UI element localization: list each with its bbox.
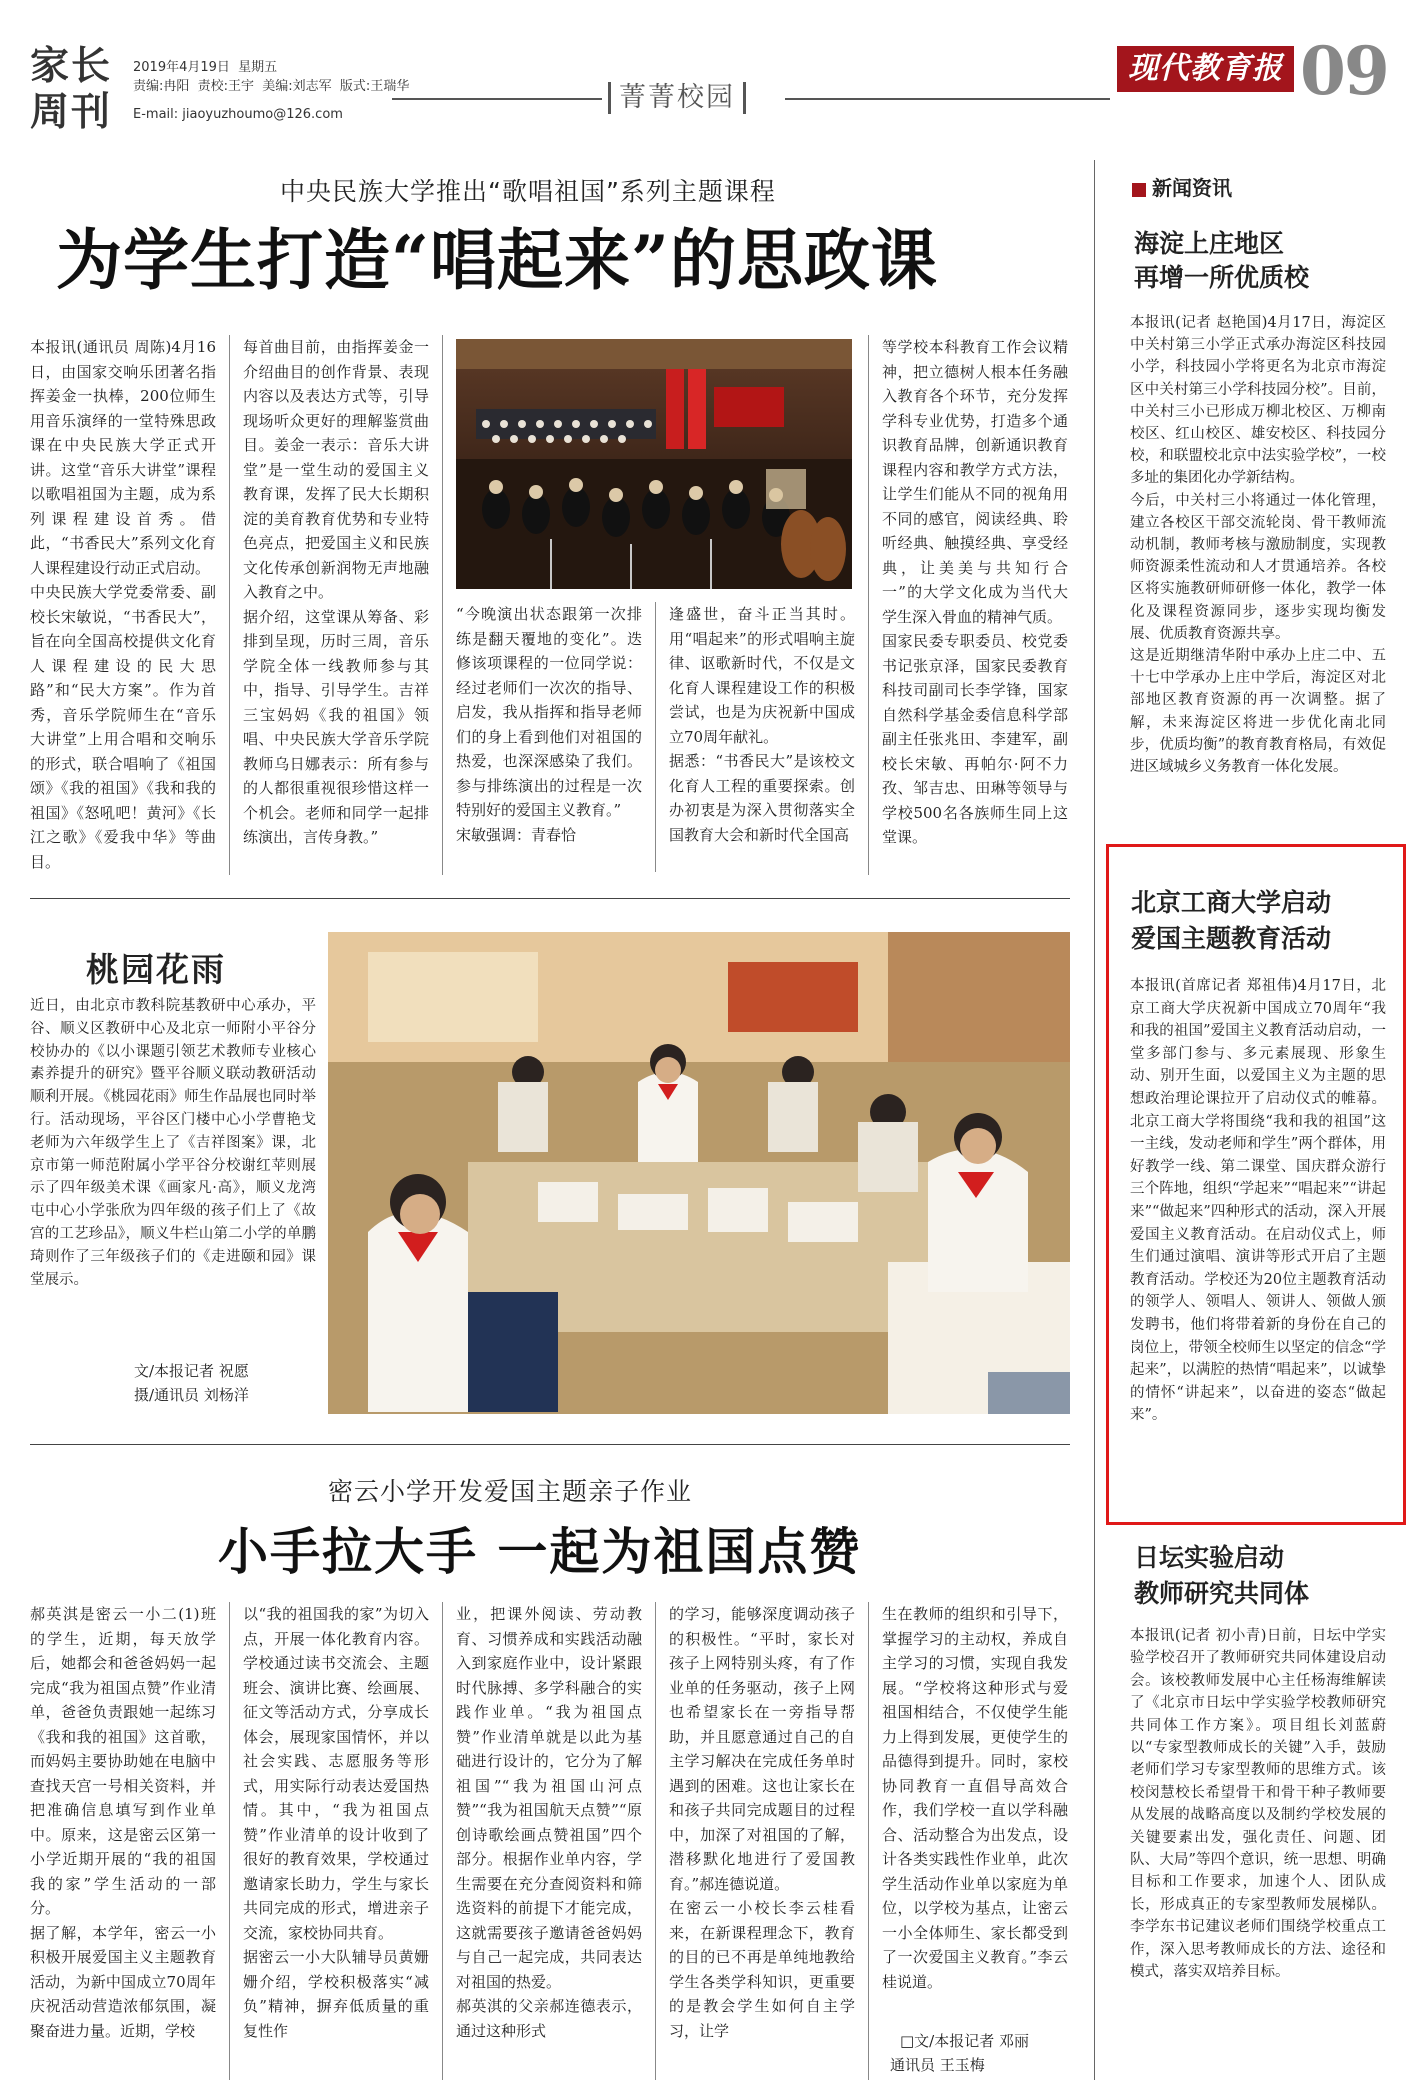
story3-title-line-2: 教师研究共同体 bbox=[1134, 1579, 1310, 1608]
miyun-credit-2: 通讯员 王玉梅 bbox=[890, 2056, 985, 2074]
lead-col-4: 逢盛世，奋斗正当其时。用“唱起来”的形式唱响主旋律、讴歌新时代，不仅是文化育人课程建设工作的积极尝试，也是为庆祝新中国成立70周年献礼。 据悉：“书香民大”是该校文化育人工程的重要探索。创办初衷是为深入贯彻落实全国教育大会和新时代全国高 bbox=[669, 605, 855, 844]
miyun-col-4: 的学习，能够深度调动孩子的积极性。“平时，家长对孩子上网特别头疼，有了作业单的任务驱动，孩子上网也希望家长在一旁指导帮助，并且愿意通过自己的自主学习解决在完成任务单时遇到的困难。这也让家长在和孩子共同完成题目的过程中，加深了对祖国的了解，潜移默化地进行了爱国教育。”郝连德说道。 在密云一小校长李云桂看来，在新课程理念下，教育的目的已不再是单纯地教给学生各类学科知识，更重要的是教会学生如何自主学习，让学 bbox=[669, 1605, 855, 2040]
lead-bottom-rule bbox=[30, 898, 1070, 899]
miyun-col-5: 生在教师的组织和引导下，掌握学习的主动权，养成自主学习的习惯，实现自我发展。“学校将这种形式与爱祖国相结合，不仅使学生能力上得到发展，更使学生的品德得到提升。同时，家校协同教育一直倡导高效合作，我们学校一直以学科融合、活动整合为出发点，设计各类实践性作业单，此次学生活动作业单以家庭为单位，以学校为基点，让密云一小全体师生、家长都受到了一次爱国主义教育。”李云桂说道。 bbox=[882, 1605, 1068, 1991]
col-divider bbox=[655, 602, 656, 872]
peach-body: 近日，由北京市教科院基教研中心承办，平谷、顺义区教研中心及北京一师附小平谷分校协办的《以小课题引领艺术教师专业核心素养提升的研究》暨平谷顺义联动教研活动顺利开展。《桃园花雨》师生作品展也同时举行。活动现场，平谷区门楼中心小学曹艳戈老师为六年级学生上了《吉祥图案》课，北京市第一师范附属小学平谷分校谢红苹则展示了四年级美术课《画家凡·高》，顺义龙湾屯中心小学张欣为四年级的孩子们上了《故宫的工艺珍品》，顺义牛栏山第二小学的单鹏琦则作了三年级孩子们的《走进颐和园》课堂展示。 bbox=[30, 998, 316, 1288]
story1-title-line-2: 再增一所优质校 bbox=[1134, 263, 1310, 292]
col-divider bbox=[655, 1602, 656, 2080]
page-number: 09 bbox=[1300, 32, 1388, 110]
story3-title-line-1: 日坛实验启动 bbox=[1134, 1543, 1285, 1572]
email-line: E-mail: jiaoyuzhoumo@126.com bbox=[133, 107, 343, 122]
staff-line: 责编:冉阳 责校:王宇 美编:刘志军 版式:王瑞华 bbox=[133, 79, 410, 94]
concert-photo-image bbox=[456, 339, 852, 589]
sidebar-section-label bbox=[1132, 172, 1232, 201]
sidebar-section-text: 新闻资讯 bbox=[1152, 176, 1232, 200]
col-divider bbox=[229, 1602, 230, 2080]
section-name-top: 家长 bbox=[30, 43, 113, 89]
section-name-bottom: 周刊 bbox=[30, 89, 113, 135]
peach-credit-1: 文/本报记者 祝愿 bbox=[134, 1362, 249, 1380]
date-line: 2019年4月19日 星期五 bbox=[133, 60, 278, 75]
col-divider bbox=[868, 335, 869, 875]
lead-col-5: 等学校本科教育工作会议精神，把立德树人根本任务融入教育各个环节，充分发挥学科专业优势，打造多个通识教育品牌，创新通识教育课程内容和教学方式方法，让学生们能从不同的视角用不同的感官，阅读经典、聆听经典、触摸经典、享受经典，让美美与共知行合一”的大学文化成为当代大学生深入骨血的精神气质。 国家民委专职委员、校党委书记张京泽，国家民委教育科技司副司长李学锋，国家自然科学基金委信息科学部副主任张兆田、李建军，副校长宋敏、再帕尔·阿不力孜、邹吉忠、田琳等领导与学校500名各族师生同上这堂课。 bbox=[882, 338, 1068, 846]
classroom-photo-image bbox=[328, 932, 1070, 1414]
newspaper-logo-text: 现代教育报 bbox=[1128, 51, 1283, 86]
column-title: 菁菁校园 bbox=[608, 82, 746, 114]
story1-body: 本报讯(记者 赵艳国)4月17日，海淀区中关村第三小学正式承办海淀区科技园小学，科技园小学将更名为北京市海淀区中关村第三小学科技园分校”。目前，中关村三小已形成万柳北校区、万柳南校区、红山校区、雄安校区、科技园分校，和联盟校北京中法实验学校”，一校多址的集团化办学新结构。 今后，中关村三小将通过一体化管理，建立各校区干部交流轮岗、骨干教师流动机制，教师考核与激励制度，实现教师资源柔性流动和人才贯通培养。各校区将实施教研师研修一体化，教学一体化及课程资源同步，逐步实现均衡发展、优质教育资源共享。 这是近期继清华附中承办上庄二中、五十七中学承办上庄中学后，海淀区对北部地区教育资源的再一次调整。据了解，未来海淀区将进一步优化南北同步，优质均衡”的教育教育格局，有效促进区域城乡义务教育一体化发展。 bbox=[1130, 315, 1386, 776]
sidebar-divider bbox=[1094, 160, 1095, 2080]
miyun-headline: 小手拉大手 一起为祖国点赞 bbox=[218, 1522, 862, 1581]
story2-title-line-1: 北京工商大学启动 bbox=[1131, 888, 1332, 917]
peach-bottom-rule bbox=[30, 1444, 1070, 1445]
story2-title-line-2: 爱国主题教育活动 bbox=[1131, 924, 1332, 953]
newspaper-logo bbox=[1117, 46, 1294, 92]
miyun-kicker: 密云小学开发爱国主题亲子作业 bbox=[328, 1477, 693, 1506]
lead-col-2: 每首曲目前，由指挥姜金一介绍曲目的创作背景、表现内容以及表达方式等，引导现场听众更好的理解鉴赏曲目。姜金一表示：音乐大讲堂”是一堂生动的爱国主义教育课，发挥了民大长期积淀的美育教育优势和专业特色亮点，把爱国主义和民族文化传承创新润物无声地融入教育之中。 据介绍，这堂课从筹备、彩排到呈现，历时三周，音乐学院全体一线教师参与其中，指导、引导学生。吉祥三宝妈妈《我的祖国》领唱、中央民族大学音乐学院教师乌日娜表示：所有参与的人都很重视很珍惜这样一个机会。老师和同学一起排练演出，言传身教。” bbox=[243, 338, 429, 846]
peach-credit-2: 摄/通讯员 刘杨洋 bbox=[134, 1386, 249, 1404]
miyun-col-1: 郝英淇是密云一小二(1)班的学生，近期，每天放学后，她都会和爸爸妈妈一起完成“我为祖国点赞”作业清单，爸爸负责跟她一起练习《我和我的祖国》这首歌，而妈妈主要协助她在电脑中查找天宫一号相关资料，并把准确信息填写到作业单中。原来，这是密云区第一小学近期开展的“我的祖国我的家”学生活动的一部分。 据了解，本学年，密云一小积极开展爱国主义主题教育活动，为新中国成立70周年庆祝活动营造浓郁氛围，凝聚奋进力量。近期，学校 bbox=[30, 1605, 216, 2040]
col-divider bbox=[868, 1602, 869, 2080]
lead-kicker: 中央民族大学推出“歌唱祖国”系列主题课程 bbox=[280, 177, 776, 206]
miyun-col-2: 以“我的祖国我的家”为切入点，开展一体化教育内容。学校通过读书交流会、主题班会、演讲比赛、绘画展、征文等活动方式，分享成长体会，展现家国情怀，并以社会实践、志愿服务等形式，用实际行动表达爱国热情。其中，“我为祖国点赞”作业清单的设计收到了很好的教育效果，学校通过邀请家长助力，学生与家长共同完成的形式，增进亲子交流，家校协同共育。 据密云一小大队辅导员黄姗姗介绍，学校积极落实“减负”精神，摒弃低质量的重复性作 bbox=[243, 1605, 429, 2040]
masthead bbox=[0, 0, 1418, 140]
peach-title: 桃园花雨 bbox=[86, 950, 226, 989]
col-divider bbox=[442, 335, 443, 875]
classroom-photo bbox=[328, 932, 1070, 1414]
miyun-credit-1: □文/本报记者 邓丽 bbox=[900, 2032, 1029, 2050]
concert-photo bbox=[456, 339, 852, 589]
story2-body: 本报讯(首席记者 郑祖伟)4月17日，北京工商大学庆祝新中国成立70周年“我和我的祖国”爱国主义教育活动启动，一堂多部门参与、多元素展现、形象生动、别开生面，以爱国主义为主题的思想政治理论课拉开了启动仪式的帷幕。北京工商大学将围绕“我和我的祖国”这一主线，发动老师和学生”两个群体，用好教学一线、第二课堂、国庆群众游行三个阵地，组织“学起来”“唱起来”“讲起来”“做起来”四种形式的活动，深入开展爱国主义教育活动。在启动仪式上，师生们通过演唱、演讲等形式开启了主题教育活动。学校还为20位主题教育活动的领学人、领唱人、领讲人、领做人颁发聘书，他们将带着新的身份在自己的岗位上，带领全校师生以坚定的信念“学起来”，以满腔的热情“唱起来”，以诚挚的情怀“讲起来”，以奋进的姿态“做起来”。 bbox=[1130, 978, 1386, 1424]
section-marker-icon bbox=[1132, 183, 1146, 197]
story3-body: 本报讯(记者 初小青)日前，日坛中学实验学校召开了教师研究共同体建设启动会。该校教师发展中心主任杨海维解读了《北京市日坛中学实验学校教师研究共同体工作方案》。项目组长刘蓝蔚以“专家型教师成长的关键”入手，鼓励老师们学习专家型教师的思维方式。该校闵慧校长希望骨干和骨干种子教师要从发展的战略高度以及制约学校发展的关键要素出发，强化责任、问题、团队、大局”等四个意识，统一思想、明确目标和工作要求，加速个人、团队成长，形成真正的专家型教师发展梯队。李学东书记建议老师们围绕学校重点工作，深入思考教师成长的方法、途径和模式，落实双培养目标。 bbox=[1130, 1628, 1386, 1981]
masthead-rule-right bbox=[785, 98, 1110, 100]
lead-col-3: “今晚演出状态跟第一次排练是翻天覆地的变化”。迭修该项课程的一位同学说：经过老师们一次次的指导、启发，我从指挥和指导老师们的身上看到他们对祖国的热爱，也深深感染了我们。参与排练演出的过程是一次特别好的爱国主义教育。” 宋敏强调：青春恰 bbox=[456, 605, 642, 844]
story1-title-line-1: 海淀上庄地区 bbox=[1134, 229, 1285, 258]
miyun-col-3: 业，把课外阅读、劳动教育、习惯养成和实践活动融入到家庭作业中，设计紧跟时代脉搏、多学科融合的实践作业单。“我为祖国点赞”作业清单就是以此为基础进行设计的，它分为了解祖国”“我为祖国山河点赞”“我为祖国航天点赞”“原创诗歌绘画点赞祖国”四个部分。根据作业单内容，学生需要在充分查阅资料和筛选资料的前提下才能完成，这就需要孩子邀请爸爸妈妈与自己一起完成，共同表达对祖国的热爱。 郝英淇的父亲郝连德表示，通过这种形式 bbox=[456, 1605, 642, 2040]
lead-headline: 为学生打造“唱起来”的思政课 bbox=[56, 221, 938, 299]
highlighted-story-box bbox=[1106, 844, 1406, 1525]
masthead-rule-left bbox=[392, 98, 602, 100]
col-divider bbox=[229, 335, 230, 875]
col-divider bbox=[442, 1602, 443, 2080]
lead-col-1: 本报讯(通讯员 周陈)4月16日，由国家交响乐团著名指挥姜金一执棒，200位师生用音乐演绎的一堂特殊思政课在中央民族大学正式开讲。这堂“音乐大讲堂”课程以歌唱祖国为主题，成为系列课程建设首秀。借此，“书香民大”系列文化育人课程建设行动正式启动。 中央民族大学党委常委、副校长宋敏说，“书香民大”，旨在向全国高校提供文化育人课程建设的民大思路”和“民大方案”。作为首秀，音乐学院师生在“音乐大讲堂”上用合唱和交响乐的形式，联合唱响了《祖国颂》《我的祖国》《我和我的祖国》《怒吼吧！黄河》《长江之歌》《爱我中华》等曲目。 bbox=[30, 338, 216, 871]
